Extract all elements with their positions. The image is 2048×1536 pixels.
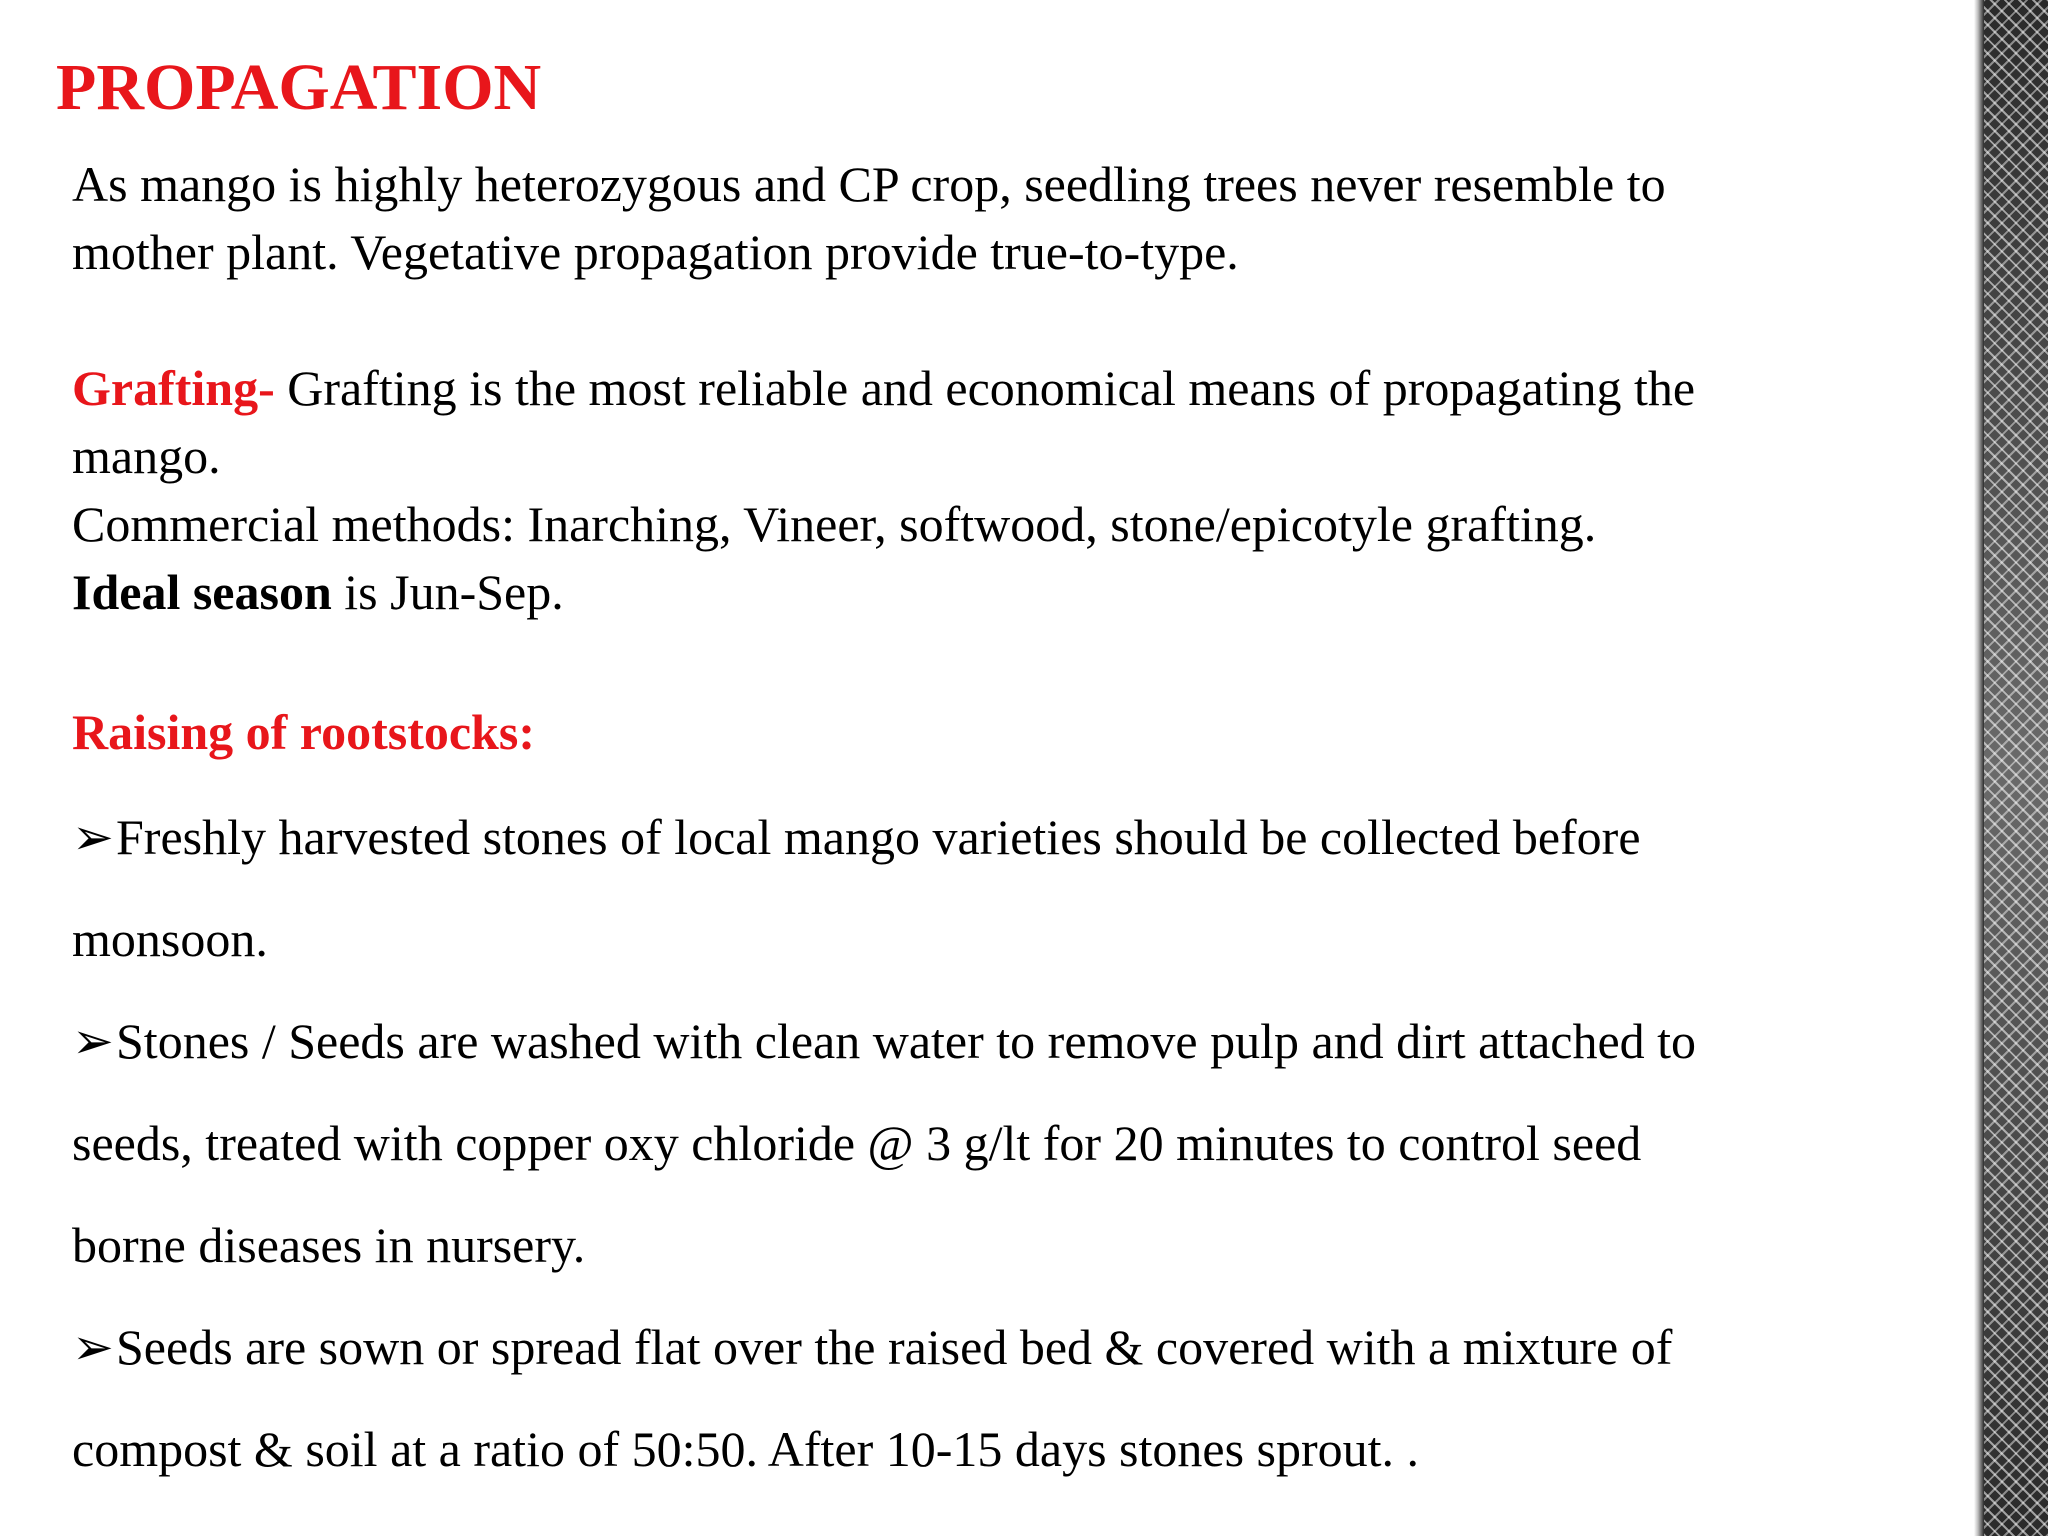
rootstocks-heading: Raising of rootstocks:	[72, 704, 535, 760]
bullet-3-line-1	[72, 1296, 1962, 1398]
season-text: is Jun-Sep.	[331, 564, 564, 620]
grafting-line-1	[72, 354, 1962, 422]
grafting-season	[72, 558, 1962, 626]
arrow-bullet-icon: ➢	[72, 1013, 114, 1069]
intro-paragraph	[72, 150, 1962, 286]
bullet-2-text: Stones / Seeds are washed with clean water to remove pulp and dirt attached to	[116, 1013, 1697, 1069]
bullet-1-line-1	[72, 786, 1962, 888]
grafting-paragraph	[72, 354, 1962, 626]
grafting-label: Grafting-	[72, 360, 275, 416]
bullet-1-line-2: monsoon.	[72, 911, 268, 967]
slide-title: PROPAGATION	[56, 51, 542, 124]
rootstocks-bullets	[72, 786, 1962, 1500]
intro-line-1: As mango is highly heterozygous and CP crop, seedling trees never resemble to	[72, 156, 1666, 212]
bullet-2-line-2: seeds, treated with copper oxy chloride @ 3 g/lt for 20 minutes to control seed	[72, 1115, 1642, 1171]
season-label: Ideal season	[72, 564, 332, 620]
bullet-3-line-2: compost & soil at a ratio of 50:50. After 10-15 days stones sprout. .	[72, 1421, 1420, 1477]
bullet-1-text: Freshly harvested stones of local mango varieties should be collected before	[116, 809, 1641, 865]
bullet-3-text: Seeds are sown or spread flat over the raised bed & covered with a mixture of	[116, 1319, 1673, 1375]
slide-edge-line	[1974, 0, 1984, 1536]
arrow-bullet-icon: ➢	[72, 809, 114, 865]
bullet-2-line-1	[72, 990, 1962, 1092]
bullet-2-line-3: borne diseases in nursery.	[72, 1217, 586, 1273]
grafting-line-1-text: Grafting is the most reliable and economical means of propagating the	[274, 360, 1696, 416]
grafting-methods: Commercial methods: Inarching, Vineer, softwood, stone/epicotyle grafting.	[72, 496, 1597, 552]
decorative-side-band	[1984, 0, 2048, 1536]
intro-line-2: mother plant. Vegetative propagation provide true-to-type.	[72, 224, 1239, 280]
arrow-bullet-icon: ➢	[72, 1319, 114, 1375]
grafting-line-2: mango.	[72, 428, 221, 484]
